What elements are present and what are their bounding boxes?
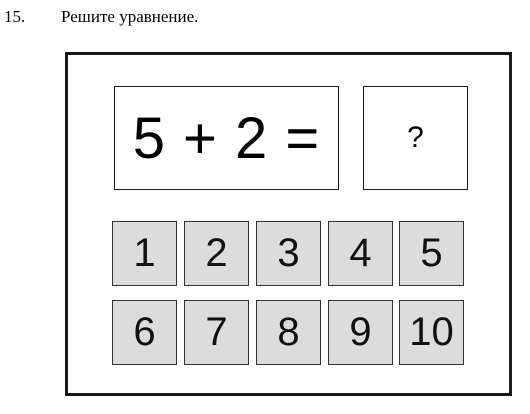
key-2[interactable]: 2 xyxy=(184,221,249,286)
question-text: Решите уравнение. xyxy=(61,7,199,26)
answer-slot[interactable] xyxy=(363,86,468,190)
equation-box xyxy=(114,86,339,190)
key-6[interactable]: 6 xyxy=(112,300,177,365)
key-3[interactable]: 3 xyxy=(256,221,321,286)
key-8[interactable]: 8 xyxy=(256,300,321,365)
key-9[interactable]: 9 xyxy=(328,300,393,365)
key-7[interactable]: 7 xyxy=(184,300,249,365)
key-1[interactable]: 1 xyxy=(112,221,177,286)
question-number: 15. xyxy=(4,7,26,26)
number-keypad xyxy=(112,221,464,366)
key-5[interactable]: 5 xyxy=(399,221,464,286)
key-4[interactable]: 4 xyxy=(328,221,393,286)
equation-expression: 5 + 2 = xyxy=(132,105,321,171)
answer-placeholder: ? xyxy=(407,121,424,154)
key-10[interactable]: 10 xyxy=(399,300,464,365)
